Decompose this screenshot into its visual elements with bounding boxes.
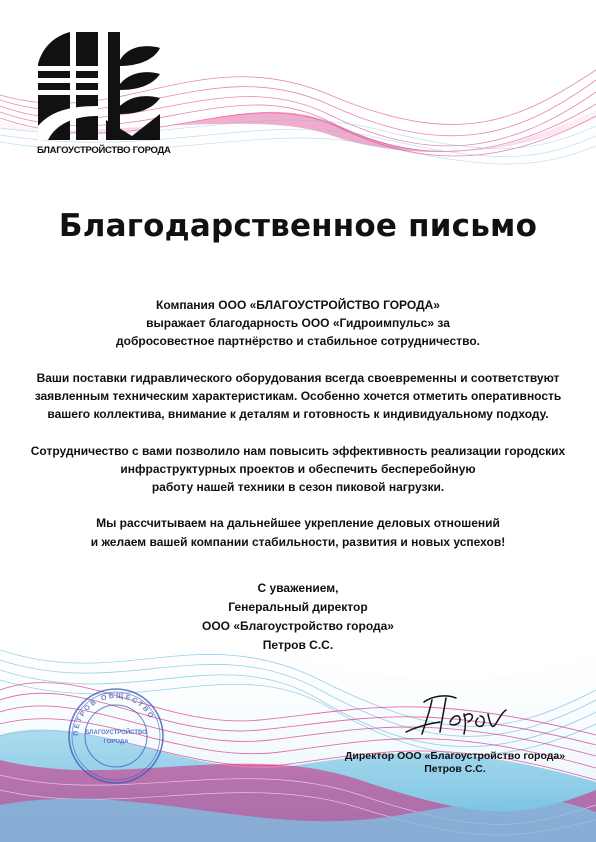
closing-regards: С уважением, <box>257 581 339 595</box>
letter-title: Благодарственное письмо <box>58 208 538 244</box>
paragraph-wishes <box>20 514 576 550</box>
text-line: выражает благодарность ООО «Гидроимпульс» за <box>146 316 450 331</box>
paragraph-supplies <box>20 369 576 424</box>
closing-name: Петров С.С. <box>262 638 334 652</box>
signature-caption <box>310 750 596 776</box>
text-line: заявленным техническим характеристикам. Особенно хочется отметить оперативность <box>34 389 562 403</box>
text-line: Компания ООО «БЛАГОУСТРОЙСТВО ГОРОДА» <box>156 298 440 312</box>
svg-text:БЛАГОУСТРОЙСТВО: БЛАГОУСТРОЙСТВО <box>85 730 147 736</box>
signature-name: Петров С.С. <box>424 763 486 775</box>
text-line: и желаем вашей компании стабильности, развития и новых успехов! <box>90 534 506 549</box>
text-line: Ваши поставки гидравлического оборудования всегда своевременны и соответствуют <box>36 370 560 385</box>
company-logo-icon <box>36 26 171 158</box>
closing-block <box>0 579 596 655</box>
text-line: Мы рассчитываем на дальнейшее укрепление деловых отношений <box>96 516 500 531</box>
svg-text:ПЕТРОВ ОБЩЕСТВО: ПЕТРОВ ОБЩЕСТВО <box>72 692 156 737</box>
handwritten-signature <box>402 688 512 740</box>
text-line: Сотрудничество с вами позволило нам повысить эффективность реализации городских <box>30 443 566 458</box>
paragraph-cooperation <box>20 442 576 497</box>
svg-text:ГОРОДА: ГОРОДА <box>103 739 129 745</box>
logo-caption: БЛАГОУСТРОЙСТВО ГОРОДА <box>37 145 171 156</box>
text-line: работу нашей техники в сезон пиковой нагрузки. <box>151 480 445 494</box>
signature-position: Директор ООО «Благоустройство города» <box>344 750 566 762</box>
text-line: инфраструктурных проектов и обеспечить бесперебойную <box>120 461 476 476</box>
closing-position: Генеральный директор <box>228 600 368 614</box>
paragraph-greeting <box>20 296 576 351</box>
closing-company: ООО «Благоустройство города» <box>202 619 394 633</box>
text-line: вашего коллектива, внимание к деталям и готовность к индивидуальному подходу. <box>47 407 549 422</box>
letter-body <box>20 296 576 569</box>
text-line: добросовестное партнёрство и стабильное сотрудничество. <box>116 334 480 349</box>
company-stamp-icon <box>66 686 166 786</box>
